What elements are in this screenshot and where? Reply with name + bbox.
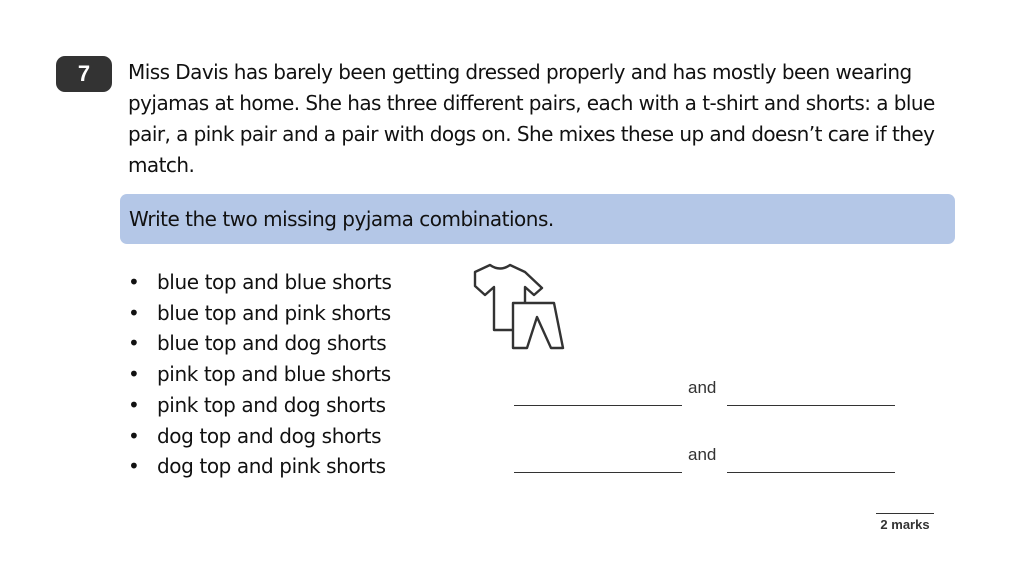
marks-label: 2 marks — [876, 513, 934, 532]
answer-row — [514, 445, 898, 473]
combination-list — [128, 267, 392, 482]
list-item: • blue top and blue shorts — [128, 267, 392, 298]
list-item: • blue top and dog shorts — [128, 328, 392, 359]
question-text: Miss Davis has barely been getting dressed properly and has mostly been wearing pyjamas at home. She has three different pairs, each with a t-shirt and shorts: a blue pair, a pink pair and a pair with dogs on. She mixes these up and doesn’t care if they match. — [128, 60, 935, 177]
instruction-box — [120, 194, 955, 244]
list-item: • pink top and dog shorts — [128, 390, 392, 421]
answer-blank[interactable] — [514, 472, 682, 473]
answer-blank[interactable] — [514, 405, 682, 406]
list-item: • dog top and pink shorts — [128, 451, 392, 482]
question-number-badge: 7 — [56, 56, 112, 92]
list-item: • blue top and pink shorts — [128, 298, 392, 329]
pyjama-icon — [470, 262, 570, 354]
and-label: and — [688, 445, 717, 464]
answer-row — [514, 378, 898, 406]
instruction-text: Write the two missing pyjama combinations. — [129, 207, 554, 231]
and-label: and — [688, 378, 717, 397]
answer-blank[interactable] — [727, 472, 895, 473]
list-item: • dog top and dog shorts — [128, 421, 392, 452]
list-item: • pink top and blue shorts — [128, 359, 392, 390]
answer-blank[interactable] — [727, 405, 895, 406]
